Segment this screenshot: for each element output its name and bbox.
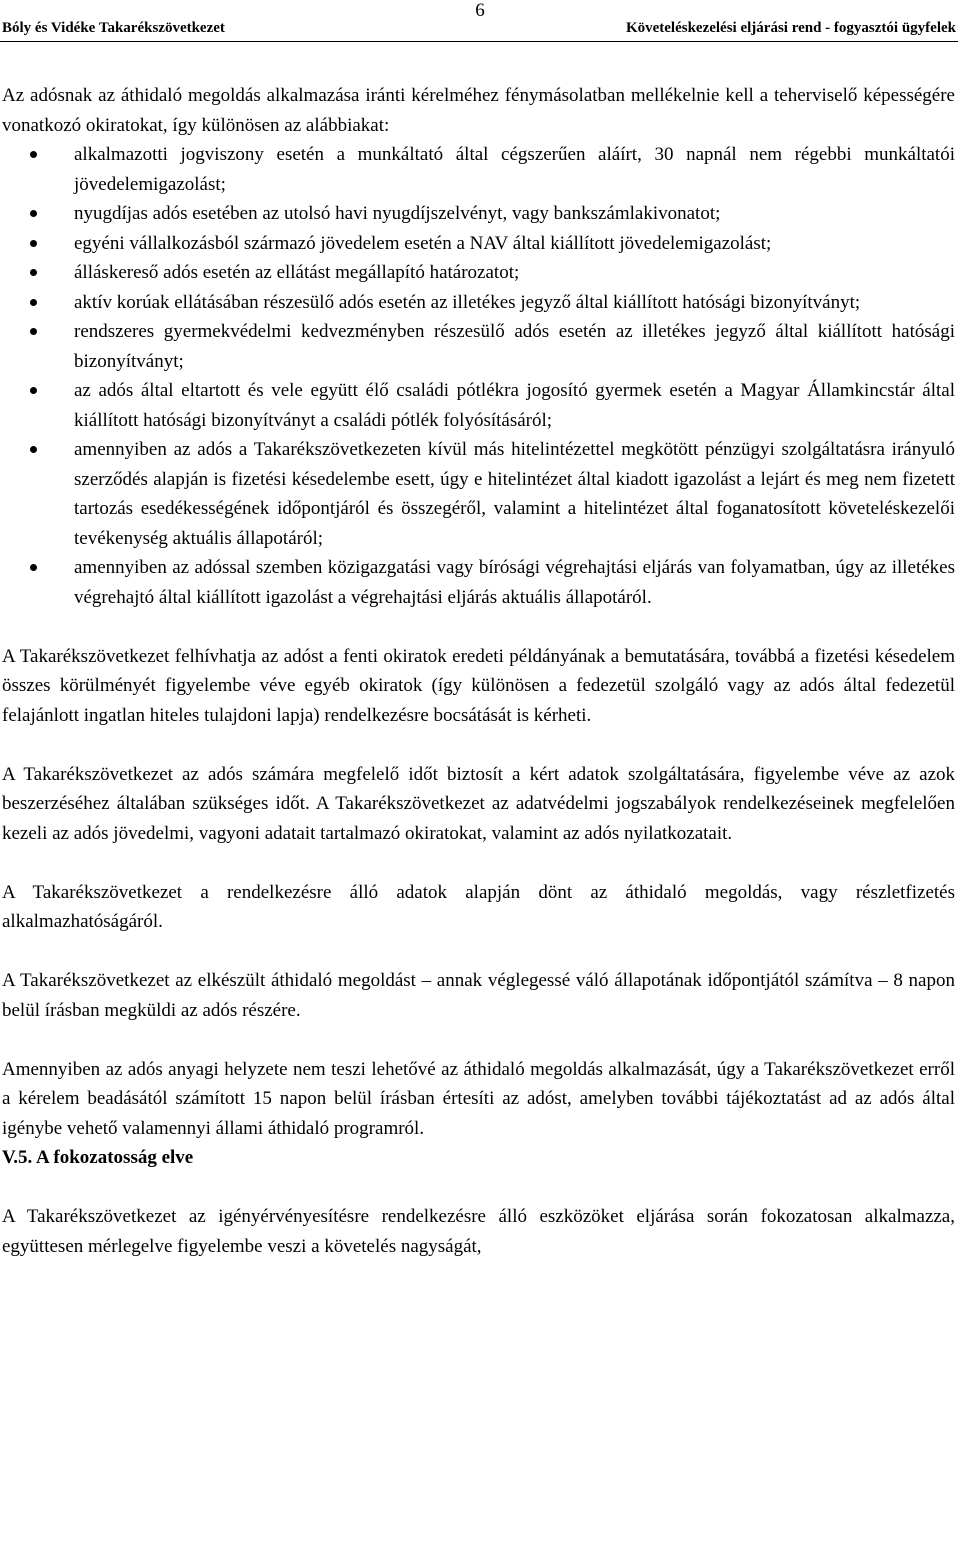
- section-heading: V.5. A fokozatosság elve: [2, 1147, 194, 1168]
- header-divider: [0, 41, 958, 42]
- list-item: egyéni vállalkozásból származó jövedelem esetén a NAV által kiállított jövedelemigazolást;: [2, 229, 955, 259]
- body-paragraph: A Takarékszövetkezet a rendelkezésre álló adatok alapján dönt az áthidaló megoldás, vagy részletfizetés alkalmazhatóságáról.: [2, 881, 955, 932]
- body-paragraph: Amennyiben az adós anyagi helyzete nem teszi lehetővé az áthidaló megoldás alkalmazását, úgy a Takarékszövetkezet erről a kérelem beadásától számított 15 napon belül írásban értesíti az adóst, amelyben további tájékoztatást ad az adós által igénybe vehető valamennyi állami áthidaló programról.: [2, 1058, 955, 1139]
- page-number: 6: [475, 0, 485, 21]
- list-item: rendszeres gyermekvédelmi kedvezményben részesülő adós esetén az illetékes jegyző által kiállított hatósági bizonyítványt;: [2, 317, 955, 376]
- required-documents-list: [2, 140, 955, 612]
- list-item: amennyiben az adóssal szemben közigazgatási vagy bírósági végrehajtási eljárás van folyamatban, úgy az illetékes végrehajtó által kiállított igazolást a végrehajtási eljárás aktuális állapotáról.: [2, 553, 955, 612]
- header-document-title: Követeléskezelési eljárási rend - fogyasztói ügyfelek: [625, 20, 956, 36]
- document-body: [2, 81, 955, 1261]
- list-item: aktív korúak ellátásában részesülő adós esetén az illetékes jegyző által kiállított hatósági bizonyítványt;: [2, 288, 955, 318]
- body-paragraph: A Takarékszövetkezet az elkészült áthidaló megoldást – annak véglegessé váló állapotának időpontjától számítva – 8 napon belül írásban megküldi az adós részére.: [2, 970, 955, 1021]
- body-paragraph: A Takarékszövetkezet az igényérvényesítésre rendelkezésre álló eszközöket eljárása során fokozatosan alkalmazza, együttesen mérlegelve figyelembe veszi a követelés nagyságát,: [2, 1206, 955, 1257]
- body-paragraph: A Takarékszövetkezet az adós számára megfelelő időt biztosít a kért adatok szolgáltatására, figyelembe véve az azok beszerzéséhez általában szükséges időt. A Takarékszövetkezet az adatvédelmi jogszabályok rendelkezéseinek megfelelően kezeli az adós jövedelmi, vagyoni adatait tartalmazó okiratokat, valamint az adós nyilatkozatait.: [2, 763, 955, 844]
- header-organization: Bóly és Vidéke Takarékszövetkezet: [2, 20, 225, 36]
- list-item: alkalmazotti jogviszony esetén a munkáltató által cégszerűen aláírt, 30 napnál nem régebbi munkáltatói jövedelemigazolást;: [2, 140, 955, 199]
- list-item: az adós által eltartott és vele együtt élő családi pótlékra jogosító gyermek esetén a Magyar Államkincstár által kiállított hatósági bizonyítványt a családi pótlék folyósításáról;: [2, 376, 955, 435]
- list-item: amennyiben az adós a Takarékszövetkezeten kívül más hitelintézettel megkötött pénzügyi szolgáltatásra irányuló szerződés alapján is fizetési késedelembe esett, úgy e hitelintézet által kiadott igazolást a lejárt és meg nem fizetett tartozás esedékességének időpontjáról és összegéről, valamint a hitelintézet által foganatosított követeléskezelői tevékenység aktuális állapotáról;: [2, 435, 955, 553]
- list-item: álláskereső adós esetén az ellátást megállapító határozatot;: [2, 258, 955, 288]
- intro-paragraph: Az adósnak az áthidaló megoldás alkalmazása iránti kérelméhez fénymásolatban mellékelnie kell a teherviselő képességére vonatkozó okiratokat, így különösen az alábbiakat:: [2, 85, 955, 136]
- body-paragraph: A Takarékszövetkezet felhívhatja az adóst a fenti okiratok eredeti példányának a bemutatására, továbbá a fizetési késedelem összes körülményét figyelembe véve egyéb okiratok (így különösen a fedezetül szolgáló vagy az adós által fedezetül felajánlott ingatlan hiteles tulajdoni lapja) rendelkezésre bocsátását is kérheti.: [2, 645, 955, 726]
- list-item: nyugdíjas adós esetében az utolsó havi nyugdíjszelvényt, vagy bankszámlakivonatot;: [2, 199, 955, 229]
